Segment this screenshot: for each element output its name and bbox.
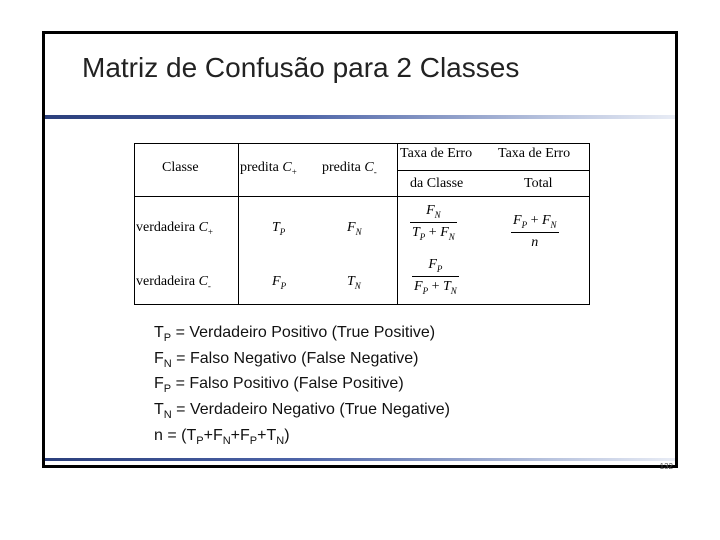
header-classe: Classe: [162, 160, 199, 175]
subscript: P: [280, 280, 287, 291]
symbol: F: [428, 257, 437, 272]
def-text: = Falso Positivo (False Positive): [171, 375, 404, 393]
definition-fp: [154, 374, 450, 400]
subscript: N: [450, 285, 457, 296]
total-error-rate-fraction: [511, 213, 559, 251]
table-subheader-rule: [397, 170, 590, 171]
class-subscript: +: [291, 166, 297, 177]
table-divider: [397, 143, 398, 305]
symbol: T: [186, 426, 197, 444]
symbol: F: [513, 213, 522, 228]
definition-fn: [154, 349, 450, 375]
class-subscript: -: [373, 166, 377, 177]
class-symbol: C: [364, 160, 374, 175]
table-border-bottom: [134, 304, 590, 305]
definition-tn: [154, 400, 450, 426]
page-number: 132: [659, 462, 673, 471]
row-label: verdadeira: [136, 220, 196, 235]
header-label: predita: [322, 160, 361, 175]
def-subscript: N: [163, 409, 172, 422]
table-border-right: [589, 143, 590, 305]
table-divider: [238, 143, 239, 305]
subscript: N: [434, 209, 441, 220]
definition-n: $n = (T_P+F_N+F_P+T_N)$: [154, 426, 290, 447]
def-text: = Falso Negativo (False Negative): [171, 349, 419, 367]
fraction-bar: [412, 276, 459, 277]
symbol: F: [240, 426, 250, 444]
class-symbol: C: [282, 160, 292, 175]
subscript: N: [550, 219, 557, 230]
symbol: F: [541, 213, 551, 228]
class-symbol: C: [198, 220, 208, 235]
cell-tn: [347, 274, 361, 291]
header-taxa-total-line2: Total: [524, 176, 553, 191]
definition-tp: [154, 323, 450, 349]
def-text: = Verdadeiro Positivo (True Positive): [171, 324, 436, 341]
symbol: T: [272, 220, 280, 235]
cell-fp: [272, 274, 286, 291]
subscript: P: [521, 219, 528, 230]
class-error-rate-positive-fraction: [410, 203, 457, 242]
fraction-bar: [410, 222, 457, 223]
slide-title: Matriz de Confusão para 2 Classes: [82, 52, 520, 83]
fraction-denominator: $T_P + F_N$: [412, 224, 455, 242]
subscript: P: [422, 285, 429, 296]
class-subscript: +: [207, 226, 213, 237]
header-predita-negative: [322, 160, 377, 177]
subscript: N: [276, 434, 285, 447]
cell-fn: [347, 220, 362, 237]
def-subscript: P: [163, 383, 172, 396]
table-border-left: [134, 143, 135, 305]
symbol: T: [412, 224, 420, 240]
def-subscript: N: [163, 357, 172, 370]
confusion-matrix-table: [134, 143, 590, 305]
row-label-negative: [136, 274, 211, 291]
table-header-rule: [134, 196, 590, 197]
subscript: P: [419, 231, 426, 242]
subscript: P: [436, 263, 443, 274]
symbol: T: [347, 274, 355, 289]
footer-divider: [45, 458, 675, 461]
class-subscript: -: [207, 280, 211, 291]
formula-prefix: n = (: [154, 426, 187, 444]
subscript: N: [355, 226, 362, 237]
class-error-rate-negative-fraction: [412, 257, 459, 296]
header-taxa-classe-line1: Taxa de Erro: [400, 146, 473, 161]
symbol: T: [266, 426, 277, 444]
fraction-bar: [511, 232, 559, 233]
symbol: T: [442, 278, 451, 294]
symbol: F: [347, 220, 356, 235]
symbol: F: [426, 203, 435, 218]
symbol: F: [272, 274, 281, 289]
fraction-denominator: n: [531, 234, 539, 250]
fraction-numerator: [424, 203, 443, 220]
table-border-top: [134, 143, 590, 144]
title-divider: [45, 115, 675, 119]
class-symbol: C: [198, 274, 208, 289]
symbol: F: [414, 278, 423, 294]
symbol: F: [212, 426, 223, 444]
cell-tp: [272, 220, 285, 237]
subscript: P: [249, 434, 258, 447]
row-label-positive: [136, 220, 213, 237]
symbol: F: [440, 224, 449, 240]
subscript: P: [279, 226, 286, 237]
fraction-numerator: $F_P + F_N$: [513, 213, 557, 230]
def-text: = Verdadeiro Negativo (True Negative): [171, 401, 450, 419]
def-symbol: T: [154, 401, 164, 419]
def-symbol: T: [154, 324, 164, 341]
header-taxa-total-line1: Taxa de Erro: [498, 146, 571, 161]
subscript: N: [448, 231, 455, 242]
subscript: N: [354, 280, 361, 291]
fraction-numerator: [426, 257, 444, 274]
formula-suffix: ): [284, 426, 290, 444]
header-label: predita: [240, 160, 279, 175]
def-symbol: F: [154, 349, 164, 367]
definitions-list: [154, 323, 450, 451]
header-predita-positive: [240, 160, 297, 177]
def-subscript: P: [163, 332, 172, 345]
fraction-denominator: $F_P + T_N$: [414, 278, 457, 296]
header-taxa-classe-line2: da Classe: [410, 176, 464, 191]
subscript: N: [222, 434, 231, 447]
slide: [42, 31, 678, 471]
subscript: P: [196, 434, 204, 447]
row-label: verdadeira: [136, 274, 196, 289]
def-symbol: F: [154, 375, 164, 393]
